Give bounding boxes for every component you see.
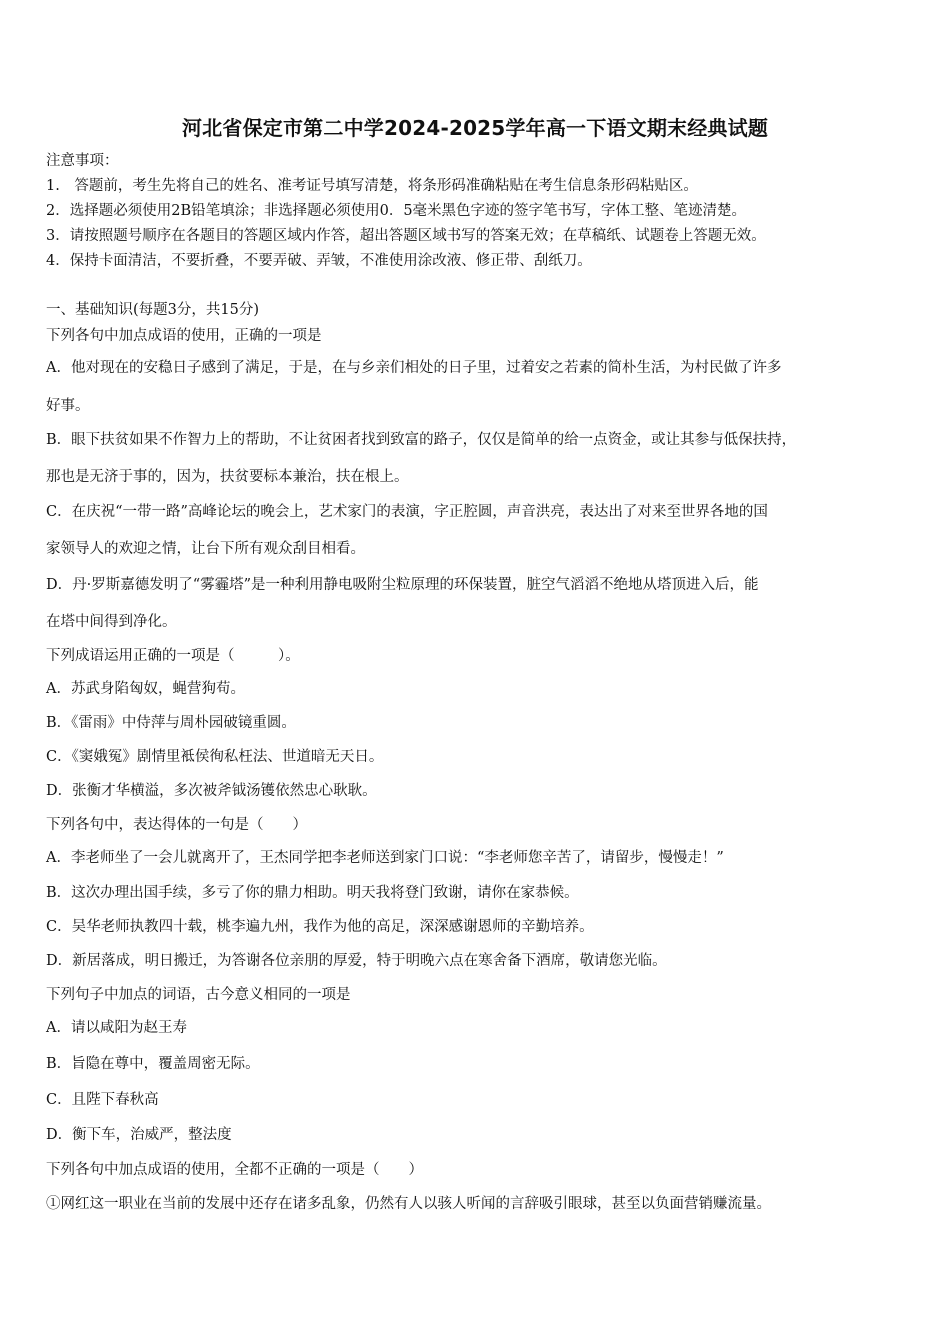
q1-option-a-line1: A．他对现在的安稳日子感到了满足，于是，在与乡亲们相处的日子里，过着安之若素的简朴生活，为村民做了许多 — [46, 360, 782, 376]
q1-option-d-line2: 在塔中间得到净化。 — [46, 614, 177, 630]
q1-option-c-line1: C．在庆祝“一带一路”高峰论坛的晚会上，艺术家门的表演，字正腔圆，声音洪亮，表达出了对来至世界各地的国 — [46, 504, 768, 520]
q3-option-d: D．新居落成，明日搬迁，为答谢各位亲朋的厚爱，特于明晚六点在寒舍备下酒席，敬请您光临。 — [46, 953, 667, 969]
notice-item-4: 4．保持卡面清洁，不要折叠，不要弄破、弄皱，不准使用涂改液、修正带、刮纸刀。 — [46, 253, 592, 269]
q2-stem: 下列成语运用正确的一项是（ ）。 — [46, 648, 300, 664]
q3-stem: 下列各句中，表达得体的一句是（ ） — [46, 817, 307, 833]
q1-option-a-line2: 好事。 — [46, 398, 90, 414]
q1-option-d-line1: D．丹·罗斯嘉德发明了“雾霾塔”是一种利用静电吸附尘粒原理的环保装置，脏空气滔滔不绝地从塔顶进入后，能 — [46, 577, 759, 593]
notice-heading: 注意事项： — [46, 153, 119, 169]
q5-stem: 下列各句中加点成语的使用，全都不正确的一项是（ ） — [46, 1162, 423, 1178]
notice-item-3: 3．请按照题号顺序在各题目的答题区域内作答，超出答题区域书写的答案无效；在草稿纸、试题卷上答题无效。 — [46, 228, 766, 244]
q1-option-c-line2: 家领导人的欢迎之情，让台下所有观众刮目相看。 — [46, 541, 365, 557]
q1-stem: 下列各句中加点成语的使用，正确的一项是 — [46, 328, 322, 344]
q2-option-a: A．苏武身陷匈奴，蝇营狗苟。 — [46, 681, 245, 697]
q1-option-b-line1: B．眼下扶贫如果不作智力上的帮助，不让贫困者找到致富的路子，仅仅是简单的给一点资金，或让其参与低保扶持， — [46, 432, 797, 448]
q3-option-c: C．吴华老师执教四十载，桃李遍九州，我作为他的高足，深深感谢恩师的辛勤培养。 — [46, 919, 594, 935]
q2-option-b: B．《雷雨》中侍萍与周朴园破镜重圆。 — [46, 715, 296, 731]
q3-option-a: A．李老师坐了一会儿就离开了，王杰同学把李老师送到家门口说：“李老师您辛苦了，请留步，慢慢走！” — [46, 850, 724, 866]
page-title: 河北省保定市第二中学2024-2025学年高一下语文期末经典试题 — [181, 116, 769, 140]
q2-option-c: C．《窦娥冤》剧情里袛侯徇私枉法、世道暗无天日。 — [46, 749, 384, 765]
q5-item-1: ①网红这一职业在当前的发展中还存在诸多乱象，仍然有人以骇人听闻的言辞吸引眼球，甚至以负面营销赚流量。 — [46, 1196, 771, 1212]
q2-option-d: D．张衡才华横溢，多次被斧钺汤镬依然忠心耿耿。 — [46, 783, 377, 799]
q4-option-a: A．请以咸阳为赵王寿 — [46, 1020, 187, 1036]
q4-option-c: C．且陛下春秋高 — [46, 1092, 159, 1108]
q4-option-d: D．衡下车，治威严，整法度 — [46, 1127, 232, 1143]
q4-stem: 下列句子中加点的词语，古今意义相同的一项是 — [46, 987, 351, 1003]
notice-item-1: 1. 答题前，考生先将自己的姓名、准考证号填写清楚，将条形码准确粘贴在考生信息条形码粘贴区。 — [46, 178, 698, 194]
section-heading: 一、基础知识(每题3分，共15分) — [46, 302, 259, 318]
q1-option-b-line2: 那也是无济于事的，因为，扶贫要标本兼治，扶在根上。 — [46, 469, 409, 485]
q4-option-b: B．旨隐在尊中，覆盖周密无际。 — [46, 1056, 260, 1072]
notice-item-2: 2．选择题必须使用2B铅笔填涂；非选择题必须使用0．5毫米黑色字迹的签字笔书写，字体工整、笔迹清楚。 — [46, 203, 747, 219]
q3-option-b: B．这次办理出国手续，多亏了你的鼎力相助。明天我将登门致谢，请你在家恭候。 — [46, 885, 579, 901]
